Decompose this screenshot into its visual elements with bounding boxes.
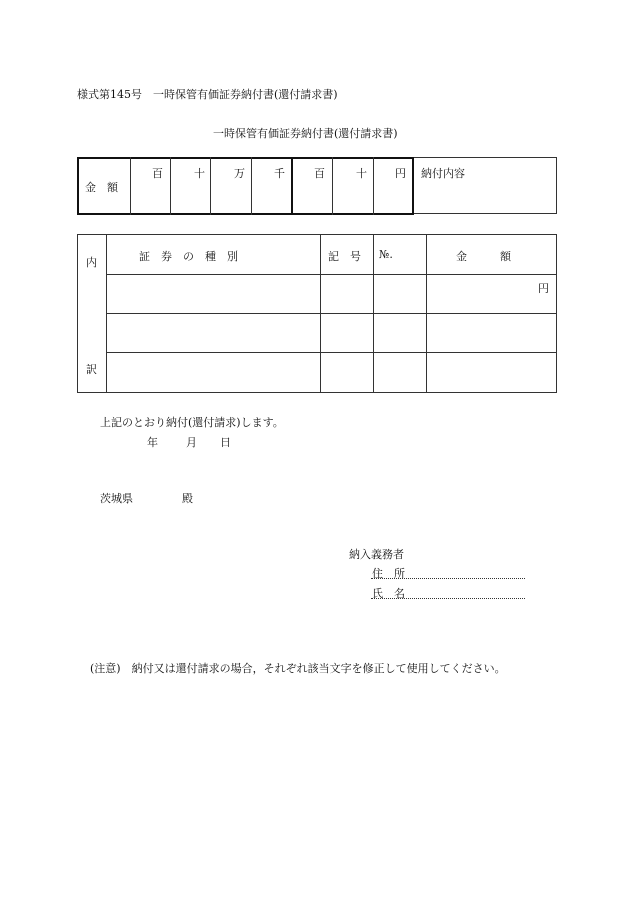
date-year: 年 <box>147 436 158 449</box>
name-line <box>371 598 525 599</box>
addressee-honorific: 殿 <box>182 492 193 505</box>
digit-hundred-man: 百 <box>152 167 163 180</box>
digit-thousand: 千 <box>274 167 285 180</box>
digit-hundred: 百 <box>314 167 325 180</box>
name-label: 氏 名 <box>372 587 405 600</box>
content-label: 納付内容 <box>421 167 465 180</box>
header-number: №. <box>379 248 393 261</box>
address-line <box>371 578 525 579</box>
amount-label: 金 額 <box>85 181 118 194</box>
date-day: 日 <box>220 436 231 449</box>
header-type: 証 券 の 種 別 <box>139 250 238 263</box>
side-label-bottom: 訳 <box>86 363 97 376</box>
digit-yen: 円 <box>395 167 406 180</box>
header-amount: 金 額 <box>456 250 511 263</box>
header-symbol: 記 号 <box>328 250 361 263</box>
digit-ten-man: 十 <box>194 167 205 180</box>
amount-table <box>77 157 557 215</box>
form-title: 一時保管有価証券納付書(還付請求書) <box>213 127 398 140</box>
addressee-prefecture: 茨城県 <box>100 492 133 505</box>
statement: 上記のとおり納付(還付請求)します。 <box>100 416 284 429</box>
date-month: 月 <box>186 436 197 449</box>
detail-table <box>77 234 557 393</box>
yen-unit: 円 <box>538 282 549 295</box>
side-label-top: 内 <box>86 256 97 269</box>
note: (注意) 納付又は還付請求の場合，それぞれ該当文字を修正して使用してください。 <box>90 662 506 675</box>
digit-ten: 十 <box>356 167 367 180</box>
digit-man: 万 <box>234 167 245 180</box>
address-label: 住 所 <box>372 567 405 580</box>
obligor-label: 納入義務者 <box>349 548 404 561</box>
form-number: 様式第145号 一時保管有価証券納付書(還付請求書) <box>77 88 338 101</box>
